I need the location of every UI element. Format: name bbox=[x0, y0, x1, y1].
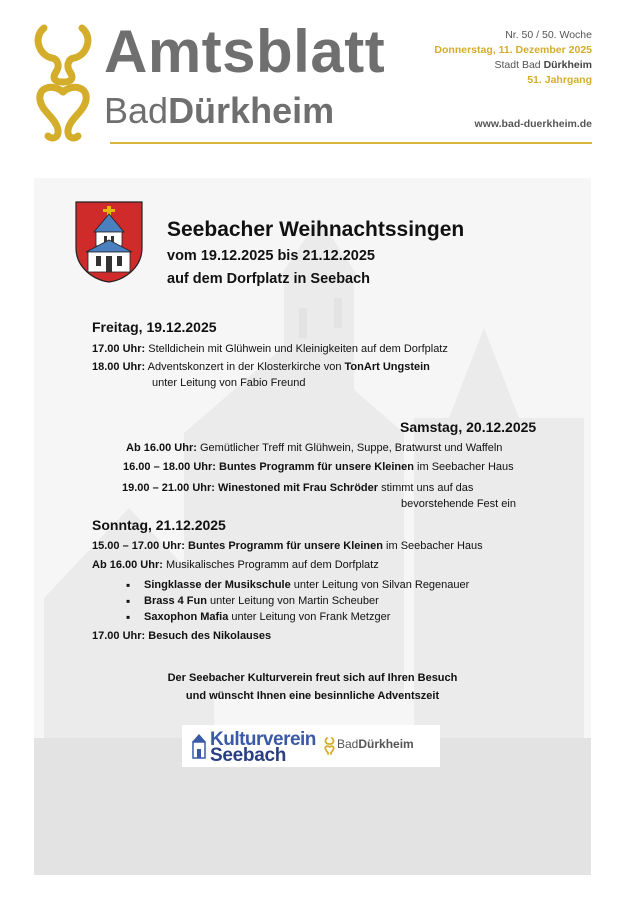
friday-item-1 bbox=[92, 343, 448, 355]
friday-item-1-time: 17.00 Uhr: bbox=[92, 343, 146, 355]
saturday-item-1-text: Gemütlicher Treff mit Glühwein, Suppe, Bratwurst und Waffeln bbox=[196, 442, 503, 454]
sunday-bullet-1 bbox=[144, 579, 469, 591]
sunday-item-1 bbox=[92, 540, 483, 552]
closing-line-1: Der Seebacher Kulturverein freut sich auf Ihren Besuch bbox=[167, 672, 458, 684]
subtitle-bad: Bad bbox=[104, 90, 169, 131]
closing-line-2: und wünscht Ihnen eine besinnliche Adventszeit bbox=[185, 690, 440, 702]
masthead-subtitle bbox=[104, 90, 335, 131]
saturday-item-3-text: stimmt uns auf das bbox=[378, 482, 474, 494]
saturday-item-3-continued: bevorstehende Fest ein bbox=[401, 498, 516, 510]
friday-heading: Freitag, 19.12.2025 bbox=[92, 319, 217, 335]
saturday-item-2-time: 16.00 – 18.00 Uhr: Buntes Programm für unsere Kleinen bbox=[123, 461, 414, 473]
saturday-item-2 bbox=[123, 461, 514, 473]
sponsor-logo-box bbox=[182, 725, 440, 767]
friday-item-2-time: 18.00 Uhr: bbox=[92, 361, 146, 373]
issue-volume: 51. Jahrgang bbox=[527, 74, 592, 86]
amtsblatt-logo-icon bbox=[34, 22, 92, 146]
bad-duerkheim-small-logo-text bbox=[337, 737, 414, 751]
bad-duerkheim-small-logo-icon bbox=[324, 737, 335, 755]
sunday-bullet-1-text: unter Leitung von Silvan Regenauer bbox=[290, 579, 470, 591]
event-location: auf dem Dorfplatz in Seebach bbox=[167, 271, 371, 287]
sunday-item-2 bbox=[92, 559, 379, 571]
kulturverein-logo bbox=[210, 730, 316, 765]
website-link[interactable]: www.bad-duerkheim.de bbox=[474, 118, 592, 130]
sunday-item-1-text: im Seebacher Haus bbox=[383, 540, 483, 552]
masthead-title: Amtsblatt bbox=[104, 18, 386, 85]
issue-date: Donnerstag, 11. Dezember 2025 bbox=[434, 44, 592, 56]
church-logo-icon bbox=[190, 733, 208, 759]
issue-city bbox=[434, 58, 592, 73]
saturday-item-1-time: Ab 16.00 Uhr: bbox=[126, 442, 197, 454]
friday-item-1-text: Stelldichein mit Glühwein und Kleinigkeiten auf dem Dorfplatz bbox=[145, 343, 448, 355]
sunday-bullet-2-bold: Brass 4 Fun bbox=[144, 595, 207, 607]
saturday-item-1 bbox=[126, 442, 502, 454]
sunday-bullet-3-bold: Saxophon Mafia bbox=[144, 611, 229, 623]
friday-item-2-continued: unter Leitung von Fabio Freund bbox=[152, 377, 306, 389]
issue-meta bbox=[434, 28, 592, 88]
sunday-heading: Sonntag, 21.12.2025 bbox=[92, 517, 226, 533]
sunday-item-2-text: Musikalisches Programm auf dem Dorfplatz bbox=[162, 559, 379, 571]
saturday-item-3 bbox=[122, 482, 473, 494]
sunday-bullet-3-text: unter Leitung von Frank Metzger bbox=[228, 611, 391, 623]
event-poster bbox=[34, 178, 591, 875]
sunday-bullet-2 bbox=[144, 595, 379, 607]
header-rule bbox=[110, 142, 592, 144]
friday-item-2-bold: TonArt Ungstein bbox=[344, 361, 430, 373]
sunday-final-text: 17.00 Uhr: Besuch des Nikolauses bbox=[92, 630, 272, 642]
saturday-heading: Samstag, 20.12.2025 bbox=[400, 419, 537, 435]
event-title: Seebacher Weihnachtssingen bbox=[167, 218, 465, 241]
subtitle-duerkheim: Dürkheim bbox=[168, 90, 335, 131]
event-dates: vom 19.12.2025 bis 21.12.2025 bbox=[167, 248, 375, 264]
sunday-item-1-time: 15.00 – 17.00 Uhr: Buntes Programm für unsere Kleinen bbox=[92, 540, 383, 552]
kulturverein-logo-line1: Kulturverein bbox=[210, 729, 316, 750]
issue-number: Nr. 50 / 50. Woche bbox=[505, 29, 592, 41]
bd-small-bold: Dürkheim bbox=[358, 737, 414, 751]
friday-item-2 bbox=[92, 361, 430, 373]
sunday-final bbox=[92, 630, 271, 642]
bd-small-light: Bad bbox=[337, 737, 359, 751]
kulturverein-logo-line2: Seebach bbox=[210, 745, 287, 766]
sunday-bullet-1-bold: Singklasse der Musikschule bbox=[144, 579, 291, 591]
sunday-bullet-3 bbox=[144, 611, 390, 623]
issue-city-bold: Dürkheim bbox=[543, 59, 592, 71]
friday-item-2-text: Adventskonzert in der Klosterkirche von bbox=[145, 361, 345, 373]
sunday-bullet-2-text: unter Leitung von Martin Scheuber bbox=[206, 595, 379, 607]
saturday-item-2-text: im Seebacher Haus bbox=[414, 461, 514, 473]
seebach-crest-icon bbox=[74, 200, 144, 284]
issue-city-prefix: Stadt Bad bbox=[494, 59, 544, 71]
saturday-item-3-time: 19.00 – 21.00 Uhr: Winestoned mit Frau Schröder bbox=[122, 482, 379, 494]
sunday-item-2-time: Ab 16.00 Uhr: bbox=[92, 559, 163, 571]
